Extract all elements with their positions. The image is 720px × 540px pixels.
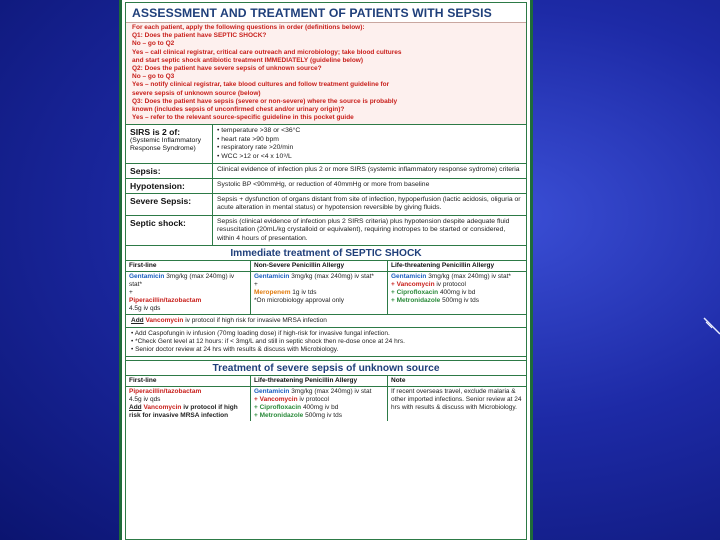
shock-non-severe-allergy [250, 261, 387, 314]
column-header: First-line [126, 262, 250, 272]
dose: 500mg iv tds [303, 412, 342, 420]
severe-sepsis-columns [126, 376, 526, 421]
q2-question: Q2: Does the patient have severe sepsis of unknown source? [132, 65, 322, 73]
sirs-criterion: • temperature >38 or <36°C [217, 127, 301, 135]
severe-sepsis-row [126, 194, 526, 216]
note-text: If recent overseas travel, exclude malaria & other imported infections. Senior review at 24 hrs with results & discuss with Microbiology. [391, 388, 522, 412]
dose: 3mg/kg (max 240mg) iv stat [289, 388, 372, 396]
severe-sepsis-definition: Sepsis + dysfunction of organs distant from site of infection, hypoperfusion (lactic acidosis, oliguria or acute alteration in mental status) or hypotension reversible by giving fluids. [213, 194, 527, 216]
severe-sepsis-heading: Treatment of severe sepsis of unknown source [126, 361, 526, 376]
drug-name: + Vancomycin [391, 281, 435, 289]
q3-question: Q3: Does the patient have sepsis (severe or non-severe) where the source is probably [132, 97, 398, 105]
hypotension-definition: Systolic BP <90mmHg, or reduction of 40mmHg or more from baseline [213, 179, 527, 194]
note-item: • Add Caspofungin iv infusion (70mg loading dose) if high-risk for invasive fungal infection. [131, 330, 390, 338]
column-header: Non-Severe Penicillin Allergy [251, 262, 387, 272]
drug-name: Meropenem [254, 289, 291, 297]
approval-note: *On microbiology approval only [254, 297, 344, 305]
sepsis-definition: Clinical evidence of infection plus 2 or more SIRS (systemic inflammatory response sydrome) criteria [213, 164, 527, 179]
q2-yes-cont: severe sepsis of unknown source (below) [132, 89, 261, 97]
dose: 4.5g iv qds [129, 305, 161, 313]
column-header: Note [388, 377, 526, 387]
shock-life-threatening-allergy [387, 261, 526, 314]
drug-name: Gentamicin [391, 273, 427, 281]
dose: 400mg iv bd [301, 404, 339, 412]
septic-shock-term: Septic shock: [126, 215, 213, 245]
dose: 4.5g iv qds [129, 396, 161, 404]
drug-name: Gentamicin [254, 273, 290, 281]
q1-question: Q1: Does the patient have SEPTIC SHOCK? [132, 32, 267, 40]
dose: iv protocol [297, 396, 329, 404]
shock-notes [126, 328, 526, 357]
guide-frame [125, 2, 527, 540]
drug-name: + Vancomycin [254, 396, 298, 404]
drug-name: Vancomycin [143, 404, 182, 412]
definitions-table [126, 125, 526, 246]
drug-name: + Ciprofloxacin [254, 404, 302, 412]
note-item: • *Check Gent level at 12 hours: if < 3mg/L and still in septic shock then re-dose once at 24 hrs. [131, 338, 405, 346]
q1-yes: Yes – call clinical registrar, critical care outreach and microbiology; take blood cultures [132, 48, 402, 56]
dose: 1g iv tds [290, 289, 317, 297]
hypotension-row [126, 179, 526, 194]
drug-name: Vancomycin [145, 317, 184, 325]
add-label: Add [129, 404, 142, 412]
sepsis-row [126, 164, 526, 179]
q3-yes: Yes – refer to the relevant source-specific guideline in this pocket guide [132, 114, 354, 122]
q1-yes-cont: and start septic shock antibiotic treatment IMMEDIATELY (guideline below) [132, 56, 364, 64]
severe-life-threatening-allergy [250, 376, 387, 421]
dose: 400mg iv bd [438, 289, 476, 297]
shock-first-line [126, 261, 250, 314]
drug-name: + Metronidazole [391, 297, 441, 305]
add-label: Add [131, 317, 144, 325]
dose: 3mg/kg (max 240mg) iv stat* [129, 273, 235, 289]
drug-name: + Metronidazole [254, 412, 304, 420]
septic-shock-columns [126, 261, 526, 315]
q3-question-cont: known (includes sepsis of unconfirmed chest and/or urinary origin)? [132, 106, 345, 114]
sirs-criterion: • respiratory rate >20/min [217, 144, 294, 152]
dose: iv protocol if high risk for invasive MRSA infection [129, 404, 238, 420]
shock-mrsa-note [126, 315, 526, 328]
drug-name: Gentamicin [254, 388, 290, 396]
sirs-term: SIRS is 2 of: [130, 127, 181, 138]
note-item: • Senior doctor review at 24 hrs with results & discuss with Microbiology. [131, 346, 339, 354]
severe-first-line [126, 376, 250, 421]
dose: iv protocol [434, 281, 466, 289]
sirs-row [126, 125, 526, 163]
dose: 500mg iv tds [440, 297, 479, 305]
page-title: ASSESSMENT AND TREATMENT OF PATIENTS WITH SEPSIS [132, 6, 492, 20]
dose: 3mg/kg (max 240mg) iv stat* [289, 273, 374, 281]
plus-sign: + [129, 289, 133, 297]
plus-sign: + [254, 281, 258, 289]
drug-name: + Ciprofloxacin [391, 289, 439, 297]
sirs-criterion: • heart rate >90 bpm [217, 135, 279, 143]
drug-name: Piperacillin/tazobactam [129, 388, 202, 396]
septic-shock-row [126, 215, 526, 245]
q1-no: No – go to Q2 [132, 40, 175, 48]
severe-sepsis-term: Severe Sepsis: [126, 194, 213, 216]
column-header: Life-threatening Penicillin Allergy [388, 262, 526, 272]
septic-shock-heading: Immediate treatment of SEPTIC SHOCK [126, 246, 526, 261]
column-header: Life-threatening Penicillin Allergy [251, 377, 387, 387]
sepsis-term: Sepsis: [126, 164, 213, 179]
dose: iv protocol if high risk for invasive MRSA infection [183, 317, 327, 325]
q2-no: No – go to Q3 [132, 73, 175, 81]
drug-name: Piperacillin/tazobactam [129, 297, 202, 305]
questions-block [126, 22, 526, 125]
sepsis-pocket-guide-card [119, 0, 533, 540]
sirs-subtitle: (Systemic Inflammatory Response Syndrome) [130, 137, 202, 153]
sirs-criterion: • WCC >12 or <4 x 10⁹/L [217, 152, 292, 160]
column-header: First-line [126, 377, 250, 387]
septic-shock-definition: Sepsis (clinical evidence of infection plus 2 SIRS criteria) plus hypotension despite adequate fluid resuscitation (20mL/kg crystalloid or equivalent), requiring inotropes to be started or considered, within 4 hours of presentation. [213, 215, 527, 245]
severe-note [387, 376, 526, 421]
q2-yes: Yes – notify clinical registrar, take blood cultures and follow treatment guideline for [132, 81, 390, 89]
intro-text: For each patient, apply the following questions in order (definitions below): [132, 24, 365, 31]
hypotension-term: Hypotension: [126, 179, 213, 194]
dose: 3mg/kg (max 240mg) iv stat* [426, 273, 511, 281]
drug-name: Gentamicin [129, 273, 165, 281]
